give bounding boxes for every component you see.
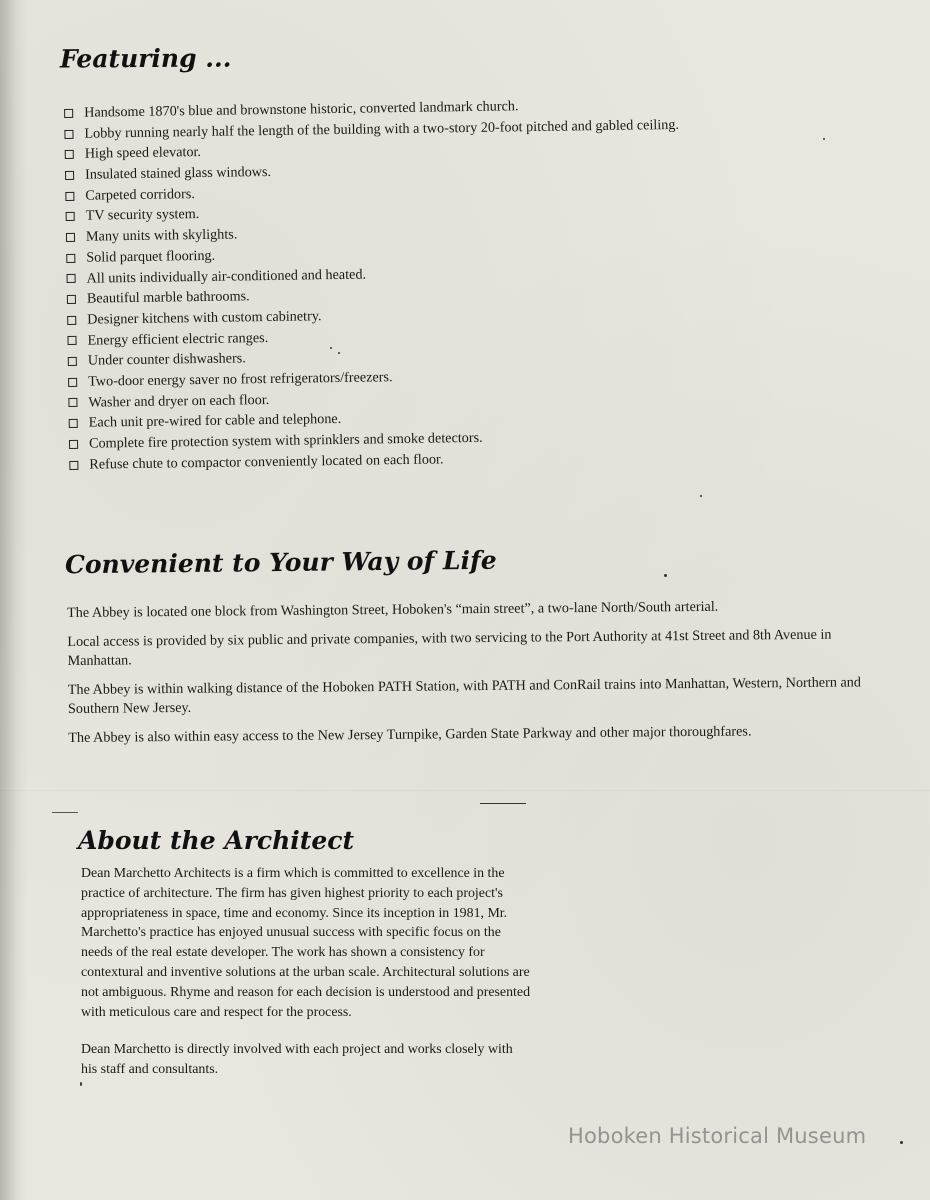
ink-speck [700,495,702,497]
list-item: Washer and dryer on each floor. [68,381,828,413]
paragraph: The Abbey is within walking distance of the Hoboken PATH Station, with PATH and ConRail trains into Manhattan, Western, Northern and Southern New Jersey. [67,673,862,717]
ink-speck [664,574,667,577]
checkbox-bullet-icon [66,212,75,221]
list-item: Two-door energy saver no frost refrigerators/freezers. [68,361,828,393]
architect-heading: About the Architect [78,826,355,855]
paragraph: Dean Marchetto Architects is a firm which is committed to excellence in the practice of architecture. The firm has given highest priority to each project's appropriateness in space, time and economy. Since its inception in 1981, Mr. Marchetto's practice has enjoyed unusual success with specific focus on the needs of the real estate developer. The work has shown a consistency for contextural and inventive solutions at the urban scale. Architectural solutions are not ambiguous. Rhyme and reason for each decision is understood and presented with meticulous care and respect for the process. [81,866,531,1020]
ink-speck [338,352,340,354]
list-item: Under counter dishwashers. [68,340,828,372]
featuring-heading: Featuring ... [59,43,232,74]
ink-speck [330,347,332,349]
checkbox-bullet-icon [68,357,77,366]
list-item: Complete fire protection system with sprinklers and smoke detectors. [69,423,829,455]
checkbox-bullet-icon [66,254,75,263]
paragraph: Local access is provided by six public and private companies, with two servicing to the Port Authority at 41st Street and 8th Avenue in Manhattan. [67,626,832,669]
checkbox-bullet-icon [65,150,74,159]
list-item: TV security system. [66,195,826,227]
scan-shadow-edge [0,0,28,1200]
checkbox-bullet-icon [67,274,76,283]
list-item: Lobby running nearly half the length of the building with a two-story 20-foot pitched and gabled ceiling. [64,112,824,144]
list-item: Solid parquet flooring. [66,237,826,269]
list-item: Beautiful marble bathrooms. [67,278,827,310]
list-item: Handsome 1870's blue and brownstone historic, converted landmark church. [64,92,824,124]
list-item: Each unit pre-wired for cable and telephone. [69,402,829,434]
section-divider-left [52,812,78,813]
checkbox-bullet-icon [67,295,76,304]
checkbox-bullet-icon [65,191,74,200]
list-item: Insulated stained glass windows. [65,154,825,186]
section-divider [480,803,526,804]
ink-speck [900,1141,903,1144]
convenient-heading: Convenient to Your Way of Life [64,545,497,580]
paragraph: The Abbey is located one block from Washington Street, Hoboken's “main street”, a two-lane North/South arterial. [67,598,719,621]
checkbox-bullet-icon [69,460,78,469]
list-item: All units individually air-conditioned and heated. [66,257,826,289]
checkbox-bullet-icon [69,440,78,449]
checkbox-bullet-icon [64,109,73,118]
checkbox-bullet-icon [67,336,76,345]
list-item: Refuse chute to compactor conveniently located on each floor. [69,443,829,475]
features-list [64,92,829,476]
paragraph: The Abbey is also within easy access to the New Jersey Turnpike, Garden State Parkway and other major thoroughfares. [68,722,752,746]
checkbox-bullet-icon [64,129,73,138]
list-item: Energy efficient electric ranges. [67,319,827,351]
checkbox-bullet-icon [67,316,76,325]
checkbox-bullet-icon [69,419,78,428]
checkbox-bullet-icon [68,378,77,387]
architect-section [81,864,531,1098]
checkbox-bullet-icon [66,233,75,242]
paragraph: Dean Marchetto is directly involved with each project and works closely with his staff and consultants. [81,1042,513,1078]
list-item: High speed elevator. [65,133,825,165]
ink-speck [823,138,825,140]
checkbox-bullet-icon [68,398,77,407]
convenient-section [67,596,868,757]
list-item: Many units with skylights. [66,216,826,248]
ink-speck [80,1082,82,1086]
list-item: Designer kitchens with custom cabinetry. [67,299,827,331]
museum-watermark: Hoboken Historical Museum [568,1124,867,1148]
paper-fold [0,790,930,791]
checkbox-bullet-icon [65,171,74,180]
list-item: Carpeted corridors. [65,174,825,206]
